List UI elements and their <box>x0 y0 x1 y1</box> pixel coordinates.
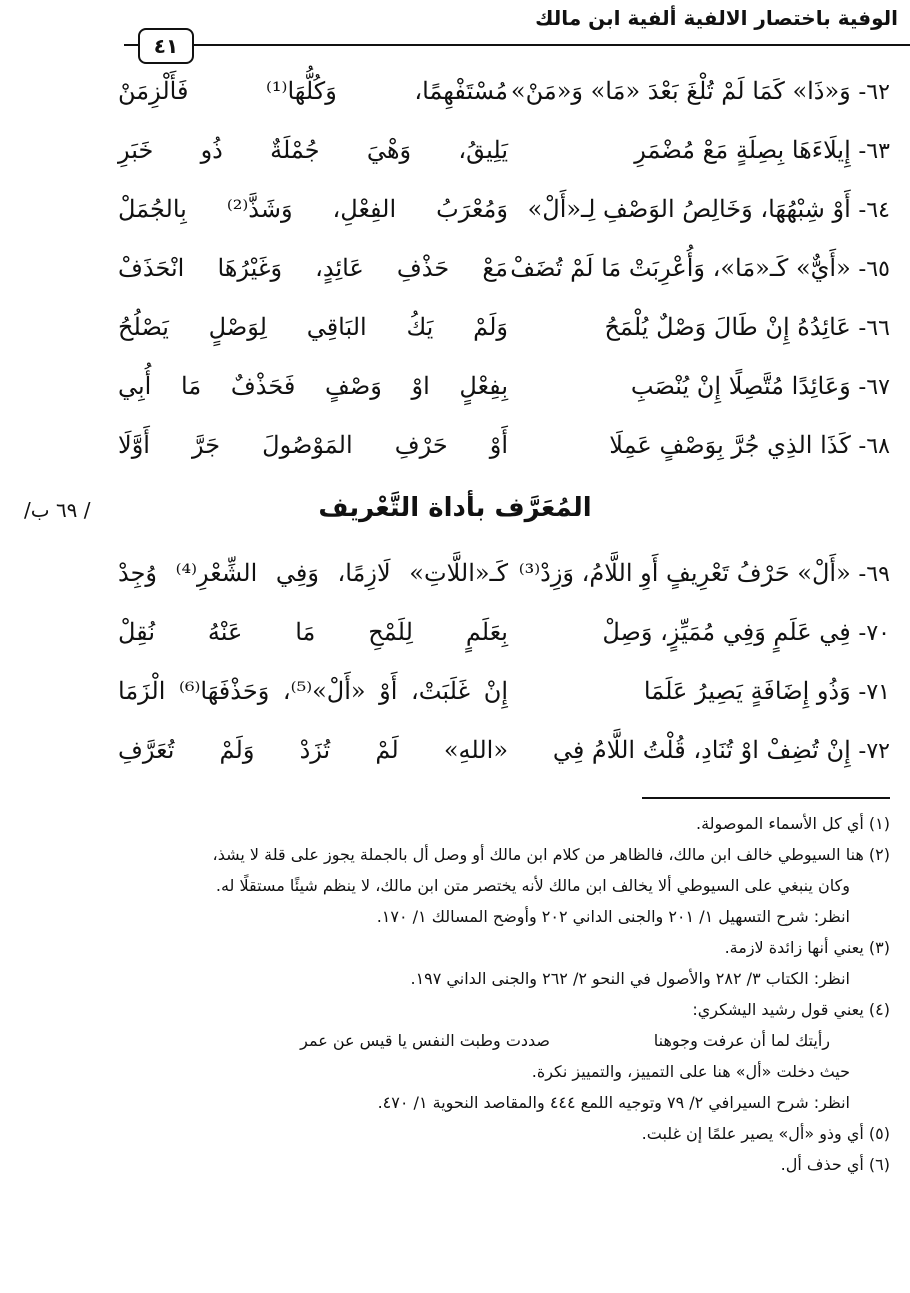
verse-row-67 <box>0 361 910 420</box>
hemistich-text: أَوْ شِبْهُهَا، وَخَالِصُ الوَصْفِ لِـ«أَلْ» <box>527 195 851 223</box>
verse-row-68 <box>0 420 910 479</box>
section-heading: المُعَرَّف بأداة التَّعْريف <box>318 493 592 523</box>
hemistich-text: كَذَا الذِي جُرَّ بِوَصْفٍ عَمِلَا <box>609 431 851 459</box>
verse-number: ٦٢- <box>858 80 890 105</box>
verse-68-second-hemistich: أَوْ حَرْفِ المَوْصُولَ جَرَّ أَوَّلَا <box>118 431 508 459</box>
poem-first-hemistich: رأيتك لما أن عرفت وجوهنا <box>653 1031 830 1050</box>
verse-number: ٦٩- <box>858 562 890 587</box>
running-title: الوفية باختصار الالفية ألفية ابن مالك <box>535 6 898 30</box>
poem-second-hemistich: صددت وطبت النفس يا قيس عن عمر <box>300 1031 550 1050</box>
verse-63-second-hemistich: يَلِيقُ، وَهْيَ جُمْلَةٌ ذُو خَبَرِ <box>118 136 508 164</box>
verse-68-first-hemistich <box>520 420 890 479</box>
verse-70-second-hemistich: بِعَلَمٍ لِلَمْحِ مَا عَنْهُ نُقِلْ <box>118 618 508 646</box>
hemistich-text: وَ«ذَا» كَمَا لَمْ تُلْغَ بَعْدَ «مَا» وَ«مَنْ» <box>510 77 851 105</box>
footnote-4-poem-verse <box>18 1025 890 1056</box>
verse-number: ٦٤- <box>858 198 890 223</box>
verse-row-71 <box>0 666 910 725</box>
verse-number: ٦٥- <box>858 257 890 282</box>
page-number: ٤١ <box>138 28 194 64</box>
verse-69-second-hemistich: كَـ«اللَّاتِ» لَازِمًا، وَفِي الشِّعْرِ⁽⁴⁾ وُجِدْ <box>118 559 509 587</box>
verse-number: ٧٠- <box>858 621 890 646</box>
verse-63-first-hemistich <box>520 125 890 184</box>
verse-64-first-hemistich <box>520 184 890 243</box>
verses-block-2 <box>0 548 910 784</box>
verse-64-second-hemistich: وَمُعْرَبُ الفِعْلِ، وَشَذَّ⁽²⁾ بِالجُمَلْ <box>118 195 508 223</box>
verse-71-first-hemistich <box>520 666 890 725</box>
manuscript-folio-marker: / ٦٩ ب/ <box>24 498 91 522</box>
footnote-2-line-2: وكان ينبغي على السيوطي ألا يخالف ابن مالك لأنه يختصر متن ابن مالك، لا ينظم شيئًا مستقلًا له. <box>215 876 850 895</box>
footnote-6: (٦) أي حذف أل. <box>780 1155 890 1174</box>
footnote-2-line-1: (٢) هنا السيوطي خالف ابن مالك، فالظاهر من كلام ابن مالك أو وصل أل بالجملة يجوز على قلة لا يشذ، <box>212 845 890 864</box>
verse-66-second-hemistich: وَلَمْ يَكُ البَاقِي لِوَصْلٍ يَصْلُحُ <box>118 313 508 341</box>
verse-65-second-hemistich: مَعْ حَذْفِ عَائِدٍ، وَغَيْرُهَا انْحَذَفْ <box>118 254 508 282</box>
verse-71-second-hemistich: إِنْ غَلَبَتْ، أَوْ «أَلْ»⁽⁵⁾، وَحَذْفَهَا⁽⁶⁾ الْزَمَا <box>118 677 508 705</box>
verse-row-72 <box>0 725 910 784</box>
hemistich-text: فِي عَلَمٍ وَفِي مُمَيِّزٍ، وَصِلْ <box>602 618 851 646</box>
verse-row-70 <box>0 607 910 666</box>
verse-66-first-hemistich <box>520 302 890 361</box>
verse-row-69 <box>0 548 910 607</box>
verse-67-first-hemistich <box>520 361 890 420</box>
verse-62-second-hemistich: مُسْتَفْهِمًا، وَكُلُّهَا⁽¹⁾ فَأَلْزِمَنْ <box>118 77 508 105</box>
verse-72-second-hemistich: «اللهِ» لَمْ تُزَدْ وَلَمْ تُعَرَّفِ <box>118 736 508 764</box>
header-rule <box>124 44 910 46</box>
verse-number: ٧٢- <box>858 739 890 764</box>
verse-69-first-hemistich <box>520 548 890 607</box>
footnote-4-line-1: (٤) يعني قول رشيد اليشكري: <box>692 1000 890 1019</box>
verse-62-first-hemistich <box>510 66 890 125</box>
verse-70-first-hemistich <box>520 607 890 666</box>
footnote-3-line-2: انظر: الكتاب ٣/ ٢٨٢ والأصول في النحو ٢/ ٢٦٢ والجنى الداني ١٩٧. <box>410 969 850 988</box>
hemistich-text: «أَيٌّ» كَـ«مَا»، وَأُعْرِبَتْ مَا لَمْ تُضَفْ <box>510 254 851 282</box>
verse-row-62 <box>0 66 910 125</box>
verses-block-1 <box>0 66 910 479</box>
hemistich-text: وَذُو إِضَافَةٍ يَصِيرُ عَلَمَا <box>643 677 851 705</box>
hemistich-text: وَعَائِدًا مُتَّصِلًا إِنْ يُنْصَبِ <box>630 372 851 400</box>
verse-number: ٧١- <box>858 680 890 705</box>
footnote-3-line-1: (٣) يعني أنها زائدة لازمة. <box>724 938 890 957</box>
footnote-4-line-2: حيث دخلت «أل» هنا على التمييز، والتمييز نكرة. <box>531 1062 850 1081</box>
verse-72-first-hemistich <box>520 725 890 784</box>
verse-67-second-hemistich: بِفِعْلٍ اوْ وَصْفٍ فَحَذْفٌ مَا أُبِي <box>118 372 508 400</box>
verse-number: ٦٧- <box>858 375 890 400</box>
verse-number: ٦٣- <box>858 139 890 164</box>
verse-row-64 <box>0 184 910 243</box>
verse-row-63 <box>0 125 910 184</box>
verse-row-66 <box>0 302 910 361</box>
verse-65-first-hemistich <box>510 243 890 302</box>
footnote-1: (١) أي كل الأسماء الموصولة. <box>696 814 890 833</box>
verse-row-65 <box>0 243 910 302</box>
footnote-5: (٥) أي وذو «أل» يصير علمًا إن غلبت. <box>641 1124 890 1143</box>
verse-number: ٦٨- <box>858 434 890 459</box>
hemistich-text: عَائِدُهُ إِنْ طَالَ وَصْلٌ يُلْمَحُ <box>604 313 851 341</box>
hemistich-text: إِيلَاءَهَا بِصِلَةٍ مَعْ مُضْمَرِ <box>634 136 851 164</box>
verse-number: ٦٦- <box>858 316 890 341</box>
footnote-separator <box>642 797 890 799</box>
footnote-4-line-3: انظر: شرح السيرافي ٢/ ٧٩ وتوجيه اللمع ٤٤٤ والمقاصد النحوية ١/ ٤٧٠. <box>377 1093 850 1112</box>
footnotes <box>18 808 890 1180</box>
hemistich-text: إِنْ تُضِفْ اوْ تُنَادِ، قُلْتُ اللَّامُ فِي <box>552 736 851 764</box>
hemistich-text: «أَلْ» حَرْفُ تَعْرِيفٍ أَوِ اللَّامُ، وَزِدْ⁽³⁾ <box>518 559 851 587</box>
footnote-2-line-3: انظر: شرح التسهيل ١/ ٢٠١ والجنى الداني ٢٠٢ وأوضح المسالك ١/ ١٧٠. <box>376 907 850 926</box>
